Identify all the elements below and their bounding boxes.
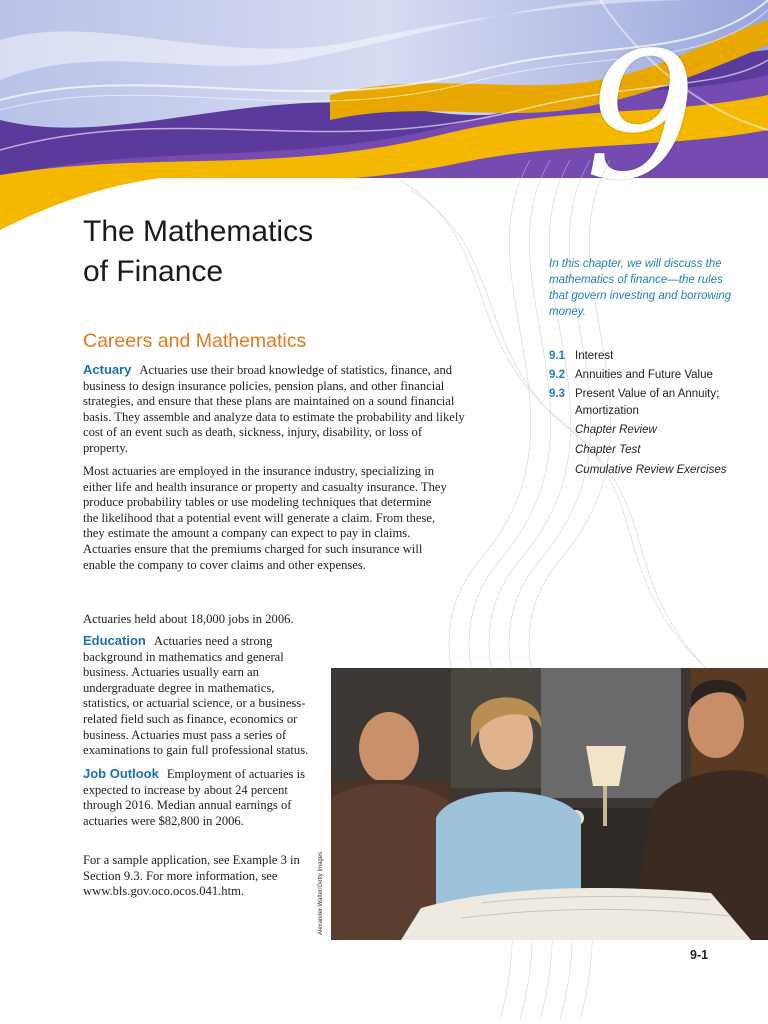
photo-illustration bbox=[331, 668, 768, 940]
chapter-number: 9 bbox=[585, 16, 697, 219]
actuaries-photo bbox=[331, 668, 768, 940]
careers-heading: Careers and Mathematics bbox=[83, 330, 307, 352]
education-text: Actuaries need a strong background in mathematics and general business. Actuaries usually earn an undergraduate degree in mathematics, statistics, or actuarial science, or a business-related field such as finance, economics or business. Actuaries must pass a series of examinations to gain full professional status. bbox=[83, 634, 309, 758]
toc-entry[interactable] bbox=[549, 386, 749, 420]
sample-application-paragraph: For a sample application, see Example 3 in Section 9.3. For more information, see www.bls.gov.oco.ocos.041.htm. bbox=[83, 853, 300, 899]
actuary-text: Actuaries use their broad knowledge of statistics, finance, and business to design insurance policies, pension plans, and other financial strategies, and ensure that these plans are maintained on a sound financial basis. They assemble and analyze data to estimate the probability and likely cost of an event such as death, sickness, injury, disability, or loss of property. bbox=[83, 363, 465, 455]
toc-cumulative-review[interactable]: Cumulative Review Exercises bbox=[575, 464, 727, 476]
education-label: Education bbox=[83, 633, 146, 648]
actuary-paragraph bbox=[83, 362, 468, 457]
chapter-title bbox=[83, 212, 313, 292]
toc-section-number: 9.2 bbox=[549, 369, 565, 381]
toc-entry[interactable] bbox=[549, 367, 749, 384]
toc-section-title: Annuities and Future Value bbox=[575, 369, 713, 381]
toc-section-title: Interest bbox=[575, 350, 614, 362]
jobs-paragraph: Actuaries held about 18,000 jobs in 2006. bbox=[83, 612, 294, 626]
job-outlook-paragraph bbox=[83, 766, 315, 829]
toc-entry[interactable] bbox=[549, 348, 749, 365]
toc-chapter-test[interactable]: Chapter Test bbox=[575, 444, 641, 456]
chapter-intro: In this chapter, we will discuss the mathematics of finance—the rules that govern investing and borrowing money. bbox=[549, 258, 732, 318]
toc-section-number: 9.1 bbox=[549, 350, 565, 362]
education-paragraph bbox=[83, 633, 323, 759]
chapter-title-line1: The Mathematics bbox=[83, 215, 314, 248]
toc-chapter-review[interactable]: Chapter Review bbox=[575, 424, 657, 436]
job-outlook-label: Job Outlook bbox=[83, 766, 159, 781]
photo-credit: Alexander Walter/Getty Images bbox=[318, 851, 324, 935]
toc-section-title: Present Value of an Annuity; Amortization bbox=[575, 388, 720, 417]
job-outlook-text: Employment of actuaries is expected to increase by about 24 percent through 2016. Median annual earnings of actuaries were $82,800 in 2006. bbox=[83, 767, 305, 828]
actuary-label: Actuary bbox=[83, 362, 132, 377]
page-number: 9-1 bbox=[690, 948, 709, 962]
employment-paragraph: Most actuaries are employed in the insurance industry, specializing in either life and health insurance or property and casualty insurance. They produce probability tables or use modeling techniques that determine the likelihood that a potential event will generate a claim. From these, they estimate the amount a company can expect to pay in claims. Actuaries ensure that the premiums charged for such insurance will enable the company to cover claims and other expenses. bbox=[83, 464, 447, 572]
chapter-contents bbox=[549, 348, 749, 482]
toc-section-number: 9.3 bbox=[549, 388, 565, 400]
chapter-title-line2: of Finance bbox=[83, 255, 224, 288]
